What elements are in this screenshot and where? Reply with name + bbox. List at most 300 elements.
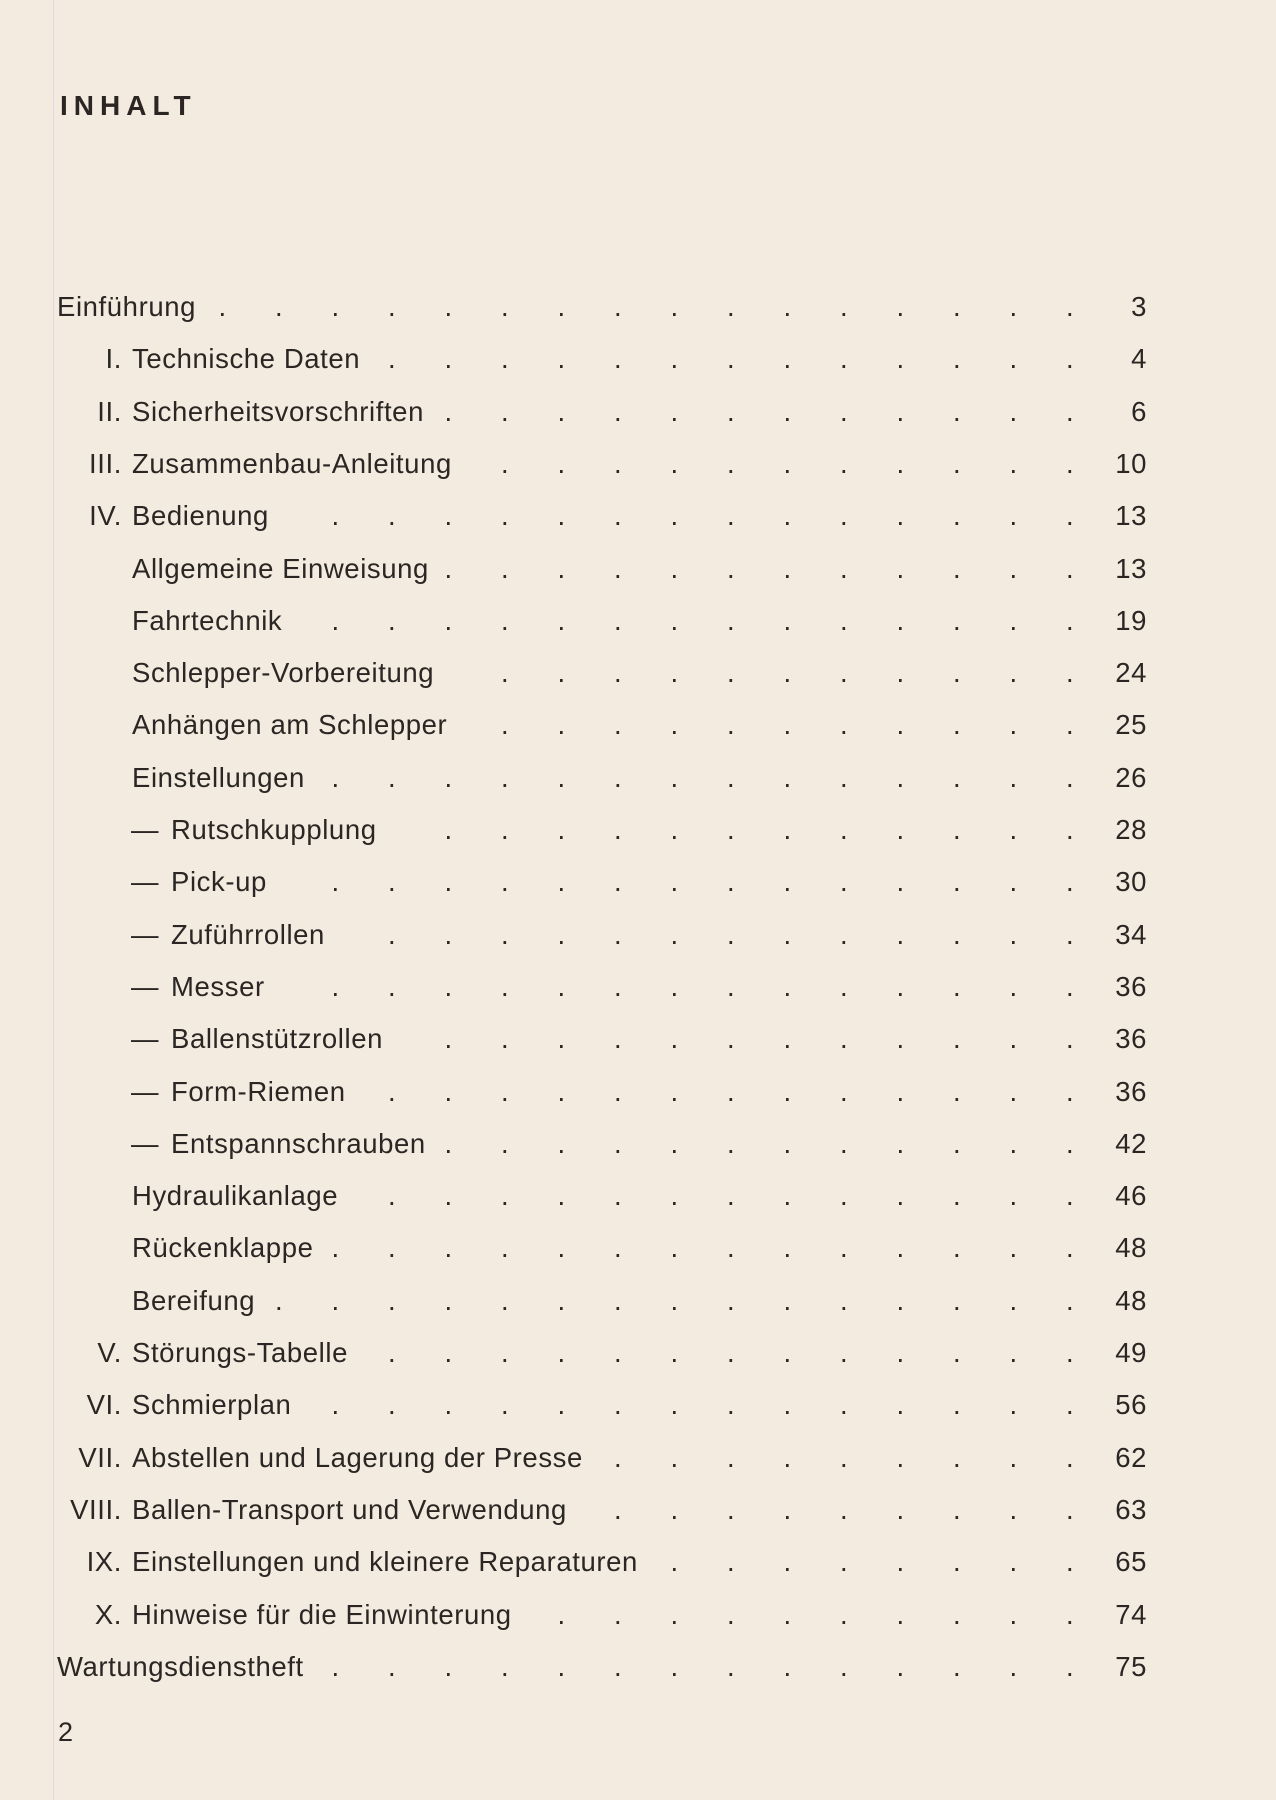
toc-entry: [0, 291, 1276, 331]
entry-page-number: 74: [1115, 1598, 1147, 1630]
dot-leader: .: [557, 918, 566, 950]
toc-entry: [0, 1546, 1276, 1586]
dot-leader: .: [840, 761, 849, 793]
dot-leader: .: [840, 1493, 849, 1525]
toc-entry: [0, 1232, 1276, 1272]
dot-leader: .: [1009, 291, 1018, 322]
dot-leader: .: [727, 1023, 736, 1055]
dot-leader: .: [783, 395, 792, 427]
dot-leader: .: [953, 395, 962, 427]
dot-leader: .: [896, 343, 905, 375]
dot-leader: .: [501, 395, 510, 427]
dot-leader: .: [1009, 1180, 1018, 1212]
entry-page-number: 56: [1115, 1389, 1147, 1421]
toc-entry: [0, 500, 1276, 540]
chapter-numeral: V.: [97, 1337, 122, 1368]
dot-leader: .: [670, 657, 679, 689]
dot-leader: .: [783, 1284, 792, 1316]
dot-leader: .: [783, 761, 792, 793]
dot-leader: .: [557, 500, 566, 532]
entry-label: Wartungsdienstheft: [57, 1650, 304, 1682]
dot-leader: .: [388, 343, 397, 375]
dot-leader: .: [783, 709, 792, 741]
entry-page-number: 48: [1115, 1232, 1147, 1264]
dot-leader: .: [501, 1232, 510, 1264]
dot-leader: .: [896, 709, 905, 741]
dot-leader: .: [953, 1284, 962, 1316]
dot-leader: .: [953, 291, 962, 322]
dot-leader: .: [614, 657, 623, 689]
dot-leader: .: [557, 657, 566, 689]
dot-leader: .: [1066, 1337, 1075, 1368]
dot-leader: .: [896, 1337, 905, 1368]
dot-leader: .: [1066, 1127, 1075, 1159]
toc-entry: [0, 762, 1276, 802]
dot-leader: .: [1066, 866, 1075, 898]
entry-page-number: 49: [1115, 1337, 1147, 1368]
dot-leader: .: [727, 761, 736, 793]
dot-leader: .: [896, 866, 905, 898]
entry-label: Hinweise für die Einwinterung: [132, 1598, 512, 1630]
dot-leader: .: [1066, 395, 1075, 427]
page-title: INHALT: [60, 90, 197, 121]
dot-leader: .: [840, 657, 849, 689]
dot-leader: .: [727, 657, 736, 689]
entry-label: Form-Riemen: [171, 1075, 346, 1107]
entry-label: Ballenstützrollen: [171, 1023, 383, 1055]
dot-leader: .: [783, 1075, 792, 1107]
dot-leader: .: [444, 1389, 453, 1421]
dot-leader: .: [670, 1232, 679, 1264]
dot-leader: .: [953, 447, 962, 479]
entry-page-number: 36: [1115, 1075, 1147, 1107]
dot-leader: .: [1009, 970, 1018, 1002]
dot-leader: .: [1009, 1337, 1018, 1368]
dot-leader: .: [727, 1284, 736, 1316]
dot-leader: .: [896, 395, 905, 427]
entry-page-number: 34: [1115, 918, 1147, 950]
toc-entry: [0, 448, 1276, 488]
entry-page-number: 24: [1115, 657, 1147, 689]
dot-leader: .: [727, 866, 736, 898]
dot-leader: .: [1009, 1650, 1018, 1682]
dot-leader: .: [727, 1180, 736, 1212]
toc-entry: [0, 657, 1276, 697]
dot-leader: .: [1066, 1546, 1075, 1578]
dot-leader: .: [1009, 1023, 1018, 1055]
dot-leader: .: [557, 709, 566, 741]
dot-leader: .: [783, 1337, 792, 1368]
dot-leader: .: [727, 447, 736, 479]
chapter-numeral: IV.: [89, 500, 122, 532]
dot-leader: .: [388, 291, 397, 322]
dot-leader: .: [1066, 343, 1075, 375]
toc-entry: [0, 709, 1276, 749]
dash-marker: —: [131, 1127, 160, 1159]
dot-leader: .: [896, 500, 905, 532]
dot-leader: .: [275, 1284, 284, 1316]
dot-leader: .: [670, 395, 679, 427]
dot-leader: .: [670, 918, 679, 950]
dot-leader: .: [1066, 918, 1075, 950]
dot-leader: .: [1066, 500, 1075, 532]
dot-leader: .: [953, 814, 962, 845]
dot-leader: .: [614, 343, 623, 375]
dot-leader: .: [1066, 1023, 1075, 1055]
dot-leader: .: [331, 1389, 340, 1421]
dot-leader: .: [1009, 343, 1018, 375]
dot-leader: .: [670, 709, 679, 741]
dot-leader: .: [557, 395, 566, 427]
entry-label: Störungs-Tabelle: [132, 1337, 348, 1368]
dot-leader: .: [388, 1337, 397, 1368]
dot-leader: .: [614, 604, 623, 636]
entry-label: Bedienung: [132, 500, 269, 532]
dot-leader: .: [614, 761, 623, 793]
entry-label: Einstellungen: [132, 761, 305, 793]
entry-page-number: 63: [1115, 1493, 1147, 1525]
dot-leader: .: [727, 1232, 736, 1264]
dot-leader: .: [840, 970, 849, 1002]
dot-leader: .: [1066, 1232, 1075, 1264]
dot-leader: .: [501, 1284, 510, 1316]
dot-leader: .: [896, 1075, 905, 1107]
dot-leader: .: [727, 500, 736, 532]
dot-leader: .: [388, 866, 397, 898]
entry-label: Einstellungen und kleinere Reparaturen: [132, 1546, 638, 1578]
dot-leader: .: [444, 343, 453, 375]
dot-leader: .: [896, 1650, 905, 1682]
dot-leader: .: [614, 1598, 623, 1630]
dot-leader: .: [444, 604, 453, 636]
dot-leader: .: [670, 500, 679, 532]
dot-leader: .: [783, 970, 792, 1002]
dot-leader: .: [614, 1389, 623, 1421]
dot-leader: .: [670, 447, 679, 479]
dot-leader: .: [1009, 1598, 1018, 1630]
dot-leader: .: [783, 1127, 792, 1159]
entry-page-number: 13: [1115, 500, 1147, 532]
dot-leader: .: [1009, 814, 1018, 845]
entry-page-number: 36: [1115, 1023, 1147, 1055]
dot-leader: .: [331, 1284, 340, 1316]
dot-leader: .: [840, 918, 849, 950]
dot-leader: .: [1066, 1441, 1075, 1473]
dot-leader: .: [614, 866, 623, 898]
dot-leader: .: [953, 1023, 962, 1055]
toc-entry: [0, 605, 1276, 645]
dot-leader: .: [727, 604, 736, 636]
dot-leader: .: [614, 447, 623, 479]
page-number: 2: [58, 1717, 74, 1747]
entry-page-number: 26: [1115, 761, 1147, 793]
entry-page-number: 36: [1115, 970, 1147, 1002]
toc-entry: [0, 1494, 1276, 1534]
dot-leader: .: [896, 1493, 905, 1525]
dot-leader: .: [501, 552, 510, 584]
dot-leader: .: [501, 343, 510, 375]
dot-leader: .: [840, 1075, 849, 1107]
dot-leader: .: [501, 1337, 510, 1368]
chapter-numeral: I.: [105, 343, 122, 375]
dot-leader: .: [614, 1493, 623, 1525]
dot-leader: .: [727, 1493, 736, 1525]
toc-entry: [0, 814, 1276, 854]
dot-leader: .: [953, 1127, 962, 1159]
dot-leader: .: [783, 447, 792, 479]
dot-leader: .: [444, 1232, 453, 1264]
chapter-numeral: VI.: [86, 1389, 122, 1421]
dot-leader: .: [840, 552, 849, 584]
dot-leader: .: [444, 1180, 453, 1212]
dot-leader: .: [1009, 1493, 1018, 1525]
dot-leader: .: [783, 1232, 792, 1264]
dot-leader: .: [896, 970, 905, 1002]
dot-leader: .: [896, 552, 905, 584]
dot-leader: .: [501, 657, 510, 689]
dot-leader: .: [331, 1650, 340, 1682]
dot-leader: .: [614, 291, 623, 322]
dash-marker: —: [131, 918, 160, 950]
dot-leader: .: [1066, 814, 1075, 845]
dot-leader: .: [953, 1232, 962, 1264]
dot-leader: .: [331, 866, 340, 898]
entry-page-number: 42: [1115, 1127, 1147, 1159]
dot-leader: .: [331, 500, 340, 532]
dot-leader: .: [670, 1075, 679, 1107]
dot-leader: .: [1009, 1232, 1018, 1264]
entry-page-number: 6: [1131, 395, 1147, 427]
dot-leader: .: [1009, 1441, 1018, 1473]
dot-leader: .: [727, 709, 736, 741]
dot-leader: .: [783, 866, 792, 898]
dot-leader: .: [840, 500, 849, 532]
dot-leader: .: [953, 970, 962, 1002]
dot-leader: .: [840, 604, 849, 636]
chapter-numeral: VII.: [78, 1441, 122, 1473]
entry-label: Pick-up: [171, 866, 267, 898]
dot-leader: .: [557, 1232, 566, 1264]
dot-leader: .: [388, 970, 397, 1002]
chapter-numeral: VIII.: [70, 1493, 122, 1525]
dot-leader: .: [840, 1023, 849, 1055]
dot-leader: .: [670, 761, 679, 793]
dot-leader: .: [1009, 761, 1018, 793]
dot-leader: .: [783, 1389, 792, 1421]
dot-leader: .: [444, 761, 453, 793]
dot-leader: .: [388, 1284, 397, 1316]
dot-leader: .: [896, 1546, 905, 1578]
toc-entry: [0, 1076, 1276, 1116]
toc-entry: [0, 1389, 1276, 1429]
dot-leader: .: [840, 866, 849, 898]
dot-leader: .: [501, 500, 510, 532]
dot-leader: .: [727, 395, 736, 427]
dot-leader: .: [1009, 1075, 1018, 1107]
toc-entry: [0, 1023, 1276, 1063]
dot-leader: .: [501, 1127, 510, 1159]
dot-leader: .: [783, 1650, 792, 1682]
toc-entry: [0, 1285, 1276, 1325]
dot-leader: .: [727, 814, 736, 845]
dot-leader: .: [557, 1023, 566, 1055]
dot-leader: .: [388, 604, 397, 636]
dot-leader: .: [444, 1023, 453, 1055]
dot-leader: .: [388, 1232, 397, 1264]
dot-leader: .: [1066, 709, 1075, 741]
dot-leader: .: [501, 970, 510, 1002]
dot-leader: .: [557, 1650, 566, 1682]
dot-leader: .: [501, 1389, 510, 1421]
dot-leader: .: [727, 1389, 736, 1421]
entry-label: Abstellen und Lagerung der Presse: [132, 1441, 583, 1473]
dot-leader: .: [1066, 970, 1075, 1002]
dot-leader: .: [840, 1127, 849, 1159]
entry-label: Rutschkupplung: [171, 814, 377, 845]
toc-entry: [0, 1180, 1276, 1220]
dot-leader: .: [840, 447, 849, 479]
dot-leader: .: [557, 1598, 566, 1630]
dot-leader: .: [896, 604, 905, 636]
dot-leader: .: [840, 1441, 849, 1473]
dot-leader: .: [557, 1337, 566, 1368]
dot-leader: .: [1009, 552, 1018, 584]
dot-leader: .: [501, 761, 510, 793]
dot-leader: .: [614, 1337, 623, 1368]
dot-leader: .: [1009, 657, 1018, 689]
dot-leader: .: [783, 343, 792, 375]
dot-leader: .: [670, 343, 679, 375]
dot-leader: .: [783, 291, 792, 322]
dot-leader: .: [614, 1180, 623, 1212]
dot-leader: .: [1066, 1389, 1075, 1421]
dot-leader: .: [1009, 918, 1018, 950]
dot-leader: .: [614, 1023, 623, 1055]
dot-leader: .: [670, 1127, 679, 1159]
dash-marker: —: [131, 1075, 160, 1107]
dot-leader: .: [670, 1284, 679, 1316]
entry-label: Zuführrollen: [171, 918, 325, 950]
dot-leader: .: [501, 709, 510, 741]
dot-leader: .: [614, 1284, 623, 1316]
dot-leader: .: [614, 918, 623, 950]
dot-leader: .: [1009, 395, 1018, 427]
entry-page-number: 19: [1115, 604, 1147, 636]
dot-leader: .: [783, 657, 792, 689]
dot-leader: .: [331, 970, 340, 1002]
dot-leader: .: [783, 500, 792, 532]
dot-leader: .: [501, 1023, 510, 1055]
dot-leader: .: [840, 1232, 849, 1264]
dot-leader: .: [614, 970, 623, 1002]
dot-leader: .: [840, 343, 849, 375]
dot-leader: .: [501, 866, 510, 898]
dot-leader: .: [953, 1337, 962, 1368]
dot-leader: .: [1009, 1127, 1018, 1159]
dot-leader: .: [444, 814, 453, 845]
dot-leader: .: [1009, 866, 1018, 898]
dot-leader: .: [614, 1650, 623, 1682]
dot-leader: .: [444, 1075, 453, 1107]
dot-leader: .: [614, 814, 623, 845]
toc-entry: [0, 553, 1276, 593]
dot-leader: .: [670, 814, 679, 845]
dot-leader: .: [388, 1180, 397, 1212]
entry-page-number: 13: [1115, 552, 1147, 584]
chapter-numeral: II.: [97, 395, 122, 427]
dot-leader: .: [840, 291, 849, 322]
dot-leader: .: [670, 291, 679, 322]
dot-leader: .: [670, 970, 679, 1002]
dot-leader: .: [727, 1441, 736, 1473]
dot-leader: .: [840, 1598, 849, 1630]
dot-leader: .: [896, 657, 905, 689]
dot-leader: .: [614, 552, 623, 584]
dot-leader: .: [896, 1389, 905, 1421]
dot-leader: .: [1066, 604, 1075, 636]
entry-label: Bereifung: [132, 1284, 256, 1316]
dot-leader: .: [614, 1075, 623, 1107]
dot-leader: .: [953, 1493, 962, 1525]
dash-marker: —: [131, 866, 160, 898]
dot-leader: .: [840, 709, 849, 741]
dot-leader: .: [1066, 1598, 1075, 1630]
dot-leader: .: [670, 552, 679, 584]
dot-leader: .: [557, 552, 566, 584]
chapter-numeral: IX.: [86, 1546, 122, 1578]
dot-leader: .: [444, 552, 453, 584]
toc-entry: [0, 1651, 1276, 1691]
dot-leader: .: [557, 1284, 566, 1316]
dot-leader: .: [953, 1441, 962, 1473]
entry-label: Sicherheitsvorschriften: [132, 395, 424, 427]
dot-leader: .: [388, 761, 397, 793]
dot-leader: .: [218, 291, 227, 322]
dot-leader: .: [444, 970, 453, 1002]
dot-leader: .: [557, 1127, 566, 1159]
dot-leader: .: [896, 1127, 905, 1159]
dot-leader: .: [953, 1180, 962, 1212]
dot-leader: .: [501, 1650, 510, 1682]
dot-leader: .: [557, 761, 566, 793]
dot-leader: .: [444, 1127, 453, 1159]
dot-leader: .: [614, 1127, 623, 1159]
entry-page-number: 28: [1115, 814, 1147, 845]
dot-leader: .: [953, 1389, 962, 1421]
toc-entry: [0, 343, 1276, 383]
dot-leader: .: [388, 500, 397, 532]
entry-label: Schmierplan: [132, 1389, 292, 1421]
dot-leader: .: [840, 1389, 849, 1421]
dot-leader: .: [444, 291, 453, 322]
dot-leader: .: [1009, 1546, 1018, 1578]
dot-leader: .: [783, 1023, 792, 1055]
entry-label: Schlepper-Vorbereitung: [132, 657, 435, 689]
dot-leader: .: [953, 604, 962, 636]
dot-leader: .: [783, 604, 792, 636]
dot-leader: .: [727, 1546, 736, 1578]
dot-leader: .: [896, 1180, 905, 1212]
dot-leader: .: [727, 970, 736, 1002]
dot-leader: .: [783, 1546, 792, 1578]
dot-leader: .: [953, 1546, 962, 1578]
dot-leader: .: [557, 447, 566, 479]
entry-page-number: 65: [1115, 1546, 1147, 1578]
dot-leader: .: [501, 604, 510, 636]
dot-leader: .: [501, 814, 510, 845]
dot-leader: .: [727, 1598, 736, 1630]
dot-leader: .: [388, 1075, 397, 1107]
